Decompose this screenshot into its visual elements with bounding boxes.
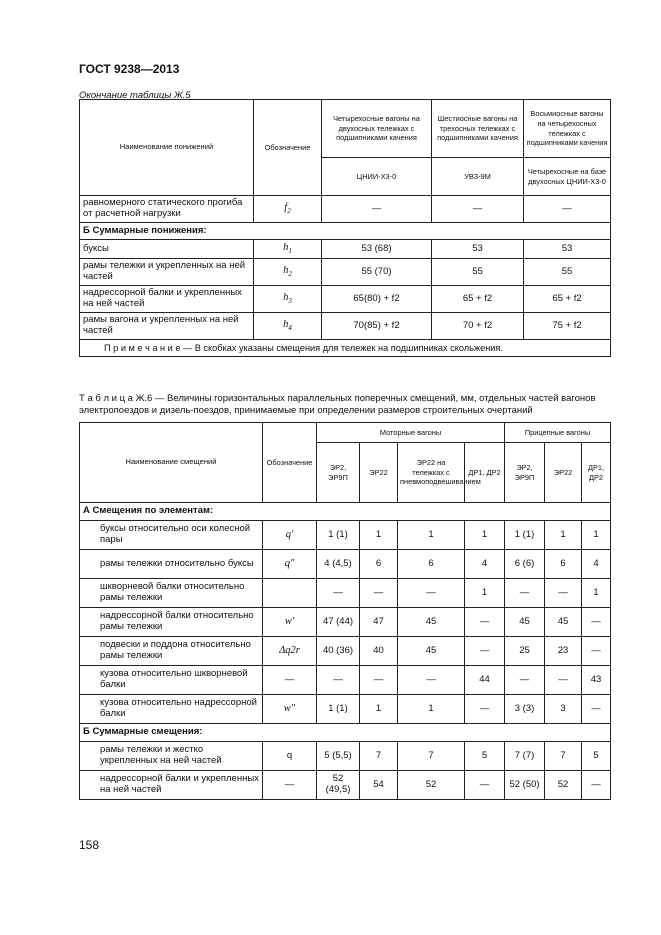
cell-value: 54 — [360, 771, 398, 800]
row-symbol — [263, 579, 317, 608]
cell-value: — — [524, 196, 611, 223]
col-group-trailer: Прицепные вагоны — [505, 423, 611, 443]
cell-value: 40 — [360, 637, 398, 666]
col-sub-title: ЦНИИ-Х3-0 — [322, 158, 432, 196]
cell-value: — — [317, 579, 360, 608]
row-symbol: q — [263, 742, 317, 771]
row-name: буксы — [80, 240, 254, 259]
document-header: ГОСТ 9238—2013 — [79, 62, 180, 76]
cell-value: 3 (3) — [505, 695, 545, 724]
cell-value: — — [545, 666, 582, 695]
section-row — [80, 223, 611, 240]
row-name: кузова относительно надрессорной балки — [80, 695, 263, 724]
row-symbol: q′ — [263, 521, 317, 550]
table1-caption: Окончание таблицы Ж.5 — [79, 90, 191, 101]
cell-value: 55 — [524, 259, 611, 286]
table-zh5-end — [79, 99, 611, 357]
section-row — [80, 724, 611, 742]
section-title: Б Суммарные понижения: — [80, 223, 611, 240]
cell-value: 1 — [360, 521, 398, 550]
cell-value: 65(80) + f2 — [322, 286, 432, 313]
col-group-title: Восьмиосные вагоны на четырехосных тележках с подшипниками качения — [524, 100, 611, 158]
cell-value: — — [465, 637, 505, 666]
cell-value: — — [465, 608, 505, 637]
cell-value: 6 — [398, 550, 465, 579]
cell-value: 1 (1) — [317, 695, 360, 724]
table-row — [80, 608, 611, 637]
row-symbol: $f_2$ — [254, 196, 322, 223]
cell-value: — — [360, 579, 398, 608]
row-symbol: $h_1$ — [254, 240, 322, 259]
sub-col-header: ЭР2, ЭР9П — [317, 443, 360, 503]
cell-value: 4 — [465, 550, 505, 579]
cell-value: 4 — [582, 550, 611, 579]
table-row — [80, 286, 611, 313]
cell-value: 1 — [582, 579, 611, 608]
table-zh6 — [79, 422, 611, 800]
row-symbol: $h_4$ — [254, 313, 322, 340]
cell-value: 1 — [545, 521, 582, 550]
cell-value: 55 (70) — [322, 259, 432, 286]
cell-value: 5 — [465, 742, 505, 771]
col-group-title: Четырехосные вагоны на двухосных тележках с подшипниками качения — [322, 100, 432, 158]
cell-value: 52 (50) — [505, 771, 545, 800]
table-row — [80, 196, 611, 223]
cell-value: — — [432, 196, 524, 223]
table-row — [80, 259, 611, 286]
row-name: кузова относительно шкворневой балки — [80, 666, 263, 695]
cell-value: 55 — [432, 259, 524, 286]
row-name: надрессорной балки относительно рамы тележки — [80, 608, 263, 637]
cell-value: 65 + f2 — [432, 286, 524, 313]
table-row — [80, 742, 611, 771]
table-row — [80, 695, 611, 724]
cell-value: 53 (68) — [322, 240, 432, 259]
row-name: надрессорной балки и укрепленных на ней частей — [80, 286, 254, 313]
cell-value: — — [465, 771, 505, 800]
cell-value: 7 — [360, 742, 398, 771]
cell-value: 53 — [524, 240, 611, 259]
row-name: рамы тележки и жестко укрепленных на ней частей — [80, 742, 263, 771]
table-row — [80, 579, 611, 608]
table-row — [80, 666, 611, 695]
cell-value: 5 — [582, 742, 611, 771]
cell-value: 5 (5,5) — [317, 742, 360, 771]
cell-value: 7 — [545, 742, 582, 771]
cell-value: 45 — [505, 608, 545, 637]
section-title: А Смещения по элементам: — [80, 503, 611, 521]
cell-value: 1 (1) — [505, 521, 545, 550]
sub-col-header: ЭР22 — [360, 443, 398, 503]
cell-value: 45 — [398, 608, 465, 637]
cell-value: 45 — [398, 637, 465, 666]
cell-value: 23 — [545, 637, 582, 666]
table-note: П р и м е ч а н и е — В скобках указаны смещения для тележек на подшипниках скольжения. — [80, 340, 611, 357]
cell-value: 44 — [465, 666, 505, 695]
row-symbol: $h_2$ — [254, 259, 322, 286]
row-symbol: Δq2r — [263, 637, 317, 666]
section-title: Б Суммарные смещения: — [80, 724, 611, 742]
cell-value: 43 — [582, 666, 611, 695]
cell-value: 1 — [360, 695, 398, 724]
cell-value: 70 + f2 — [432, 313, 524, 340]
col-sub-title: Четырехосные на базе двухосных ЦНИИ-Х3-0 — [524, 158, 611, 196]
row-symbol: w′ — [263, 608, 317, 637]
cell-value: 1 — [465, 579, 505, 608]
col-sub-title: УВЗ-9М — [432, 158, 524, 196]
cell-value: 53 — [432, 240, 524, 259]
table2-caption: Т а б л и ц а Ж.6 — Величины горизонтальных параллельных поперечных смещений, мм, отдельных частей вагонов электропоездов и дизель-поездов, принимаемые при определении размеров строительных очертаний — [79, 393, 596, 417]
cell-value: 40 (36) — [317, 637, 360, 666]
cell-value: — — [398, 666, 465, 695]
cell-value: 1 — [582, 521, 611, 550]
sub-col-header: ДР1, ДР2 — [582, 443, 611, 503]
cell-value: — — [582, 695, 611, 724]
cell-value: 45 — [545, 608, 582, 637]
row-symbol: — — [263, 771, 317, 800]
table-row — [80, 313, 611, 340]
col-header-symbol: Обозначение — [254, 100, 322, 196]
row-name: рамы тележки и укрепленных на ней частей — [80, 259, 254, 286]
cell-value: 25 — [505, 637, 545, 666]
cell-value: — — [465, 695, 505, 724]
col-group-title: Шестиосные вагоны на трехосных тележках с подшипниками качения — [432, 100, 524, 158]
cell-value: 52 — [545, 771, 582, 800]
cell-value: 70(85) + f2 — [322, 313, 432, 340]
cell-value: 65 + f2 — [524, 286, 611, 313]
cell-value: — — [505, 579, 545, 608]
cell-value: 47 (44) — [317, 608, 360, 637]
col-group-motor: Моторные вагоны — [317, 423, 505, 443]
row-symbol: q″ — [263, 550, 317, 579]
row-name: шкворневой балки относительно рамы тележки — [80, 579, 263, 608]
cell-value: — — [545, 579, 582, 608]
table-row — [80, 771, 611, 800]
cell-value: 7 (7) — [505, 742, 545, 771]
col-header-name: Наименование понижений — [80, 100, 254, 196]
cell-value: 1 — [398, 695, 465, 724]
col-header-name: Наименование смещений — [80, 423, 263, 503]
row-name: подвески и поддона относительно рамы тележки — [80, 637, 263, 666]
cell-value: — — [505, 666, 545, 695]
row-symbol: w″ — [263, 695, 317, 724]
table-row — [80, 637, 611, 666]
cell-value: — — [582, 637, 611, 666]
cell-value: 52 — [398, 771, 465, 800]
table-row — [80, 240, 611, 259]
cell-value: 1 (1) — [317, 521, 360, 550]
sub-col-header: ЭР2, ЭР9П — [505, 443, 545, 503]
col-header-symbol: Обозначение — [263, 423, 317, 503]
row-symbol: $h_3$ — [254, 286, 322, 313]
row-name: надрессорной балки и укрепленных на ней частей — [80, 771, 263, 800]
cell-value: 52 (49,5) — [317, 771, 360, 800]
cell-value: 75 + f2 — [524, 313, 611, 340]
cell-value: 47 — [360, 608, 398, 637]
cell-value: — — [582, 608, 611, 637]
cell-value: 1 — [398, 521, 465, 550]
cell-value: — — [398, 579, 465, 608]
sub-col-header: ЭР22 — [545, 443, 582, 503]
page-number: 158 — [79, 838, 100, 852]
cell-value: — — [360, 666, 398, 695]
cell-value: 6 — [360, 550, 398, 579]
row-symbol: — — [263, 666, 317, 695]
sub-col-header: ДР1, ДР2 — [465, 443, 505, 503]
row-name: буксы относительно оси колесной пары — [80, 521, 263, 550]
cell-value: — — [582, 771, 611, 800]
cell-value: 7 — [398, 742, 465, 771]
cell-value: 6 (6) — [505, 550, 545, 579]
row-name: равномерного статического прогиба от расчетной нагрузки — [80, 196, 254, 223]
table-row — [80, 550, 611, 579]
cell-value: 6 — [545, 550, 582, 579]
section-row — [80, 503, 611, 521]
cell-value: 1 — [465, 521, 505, 550]
cell-value: 3 — [545, 695, 582, 724]
cell-value: — — [317, 666, 360, 695]
row-name: рамы тележки относительно буксы — [80, 550, 263, 579]
cell-value: 4 (4,5) — [317, 550, 360, 579]
cell-value: — — [322, 196, 432, 223]
table-row — [80, 521, 611, 550]
sub-col-header: ЭР22 на тележках с пневмоподвешиванием — [398, 443, 465, 503]
row-name: рамы вагона и укрепленных на ней частей — [80, 313, 254, 340]
